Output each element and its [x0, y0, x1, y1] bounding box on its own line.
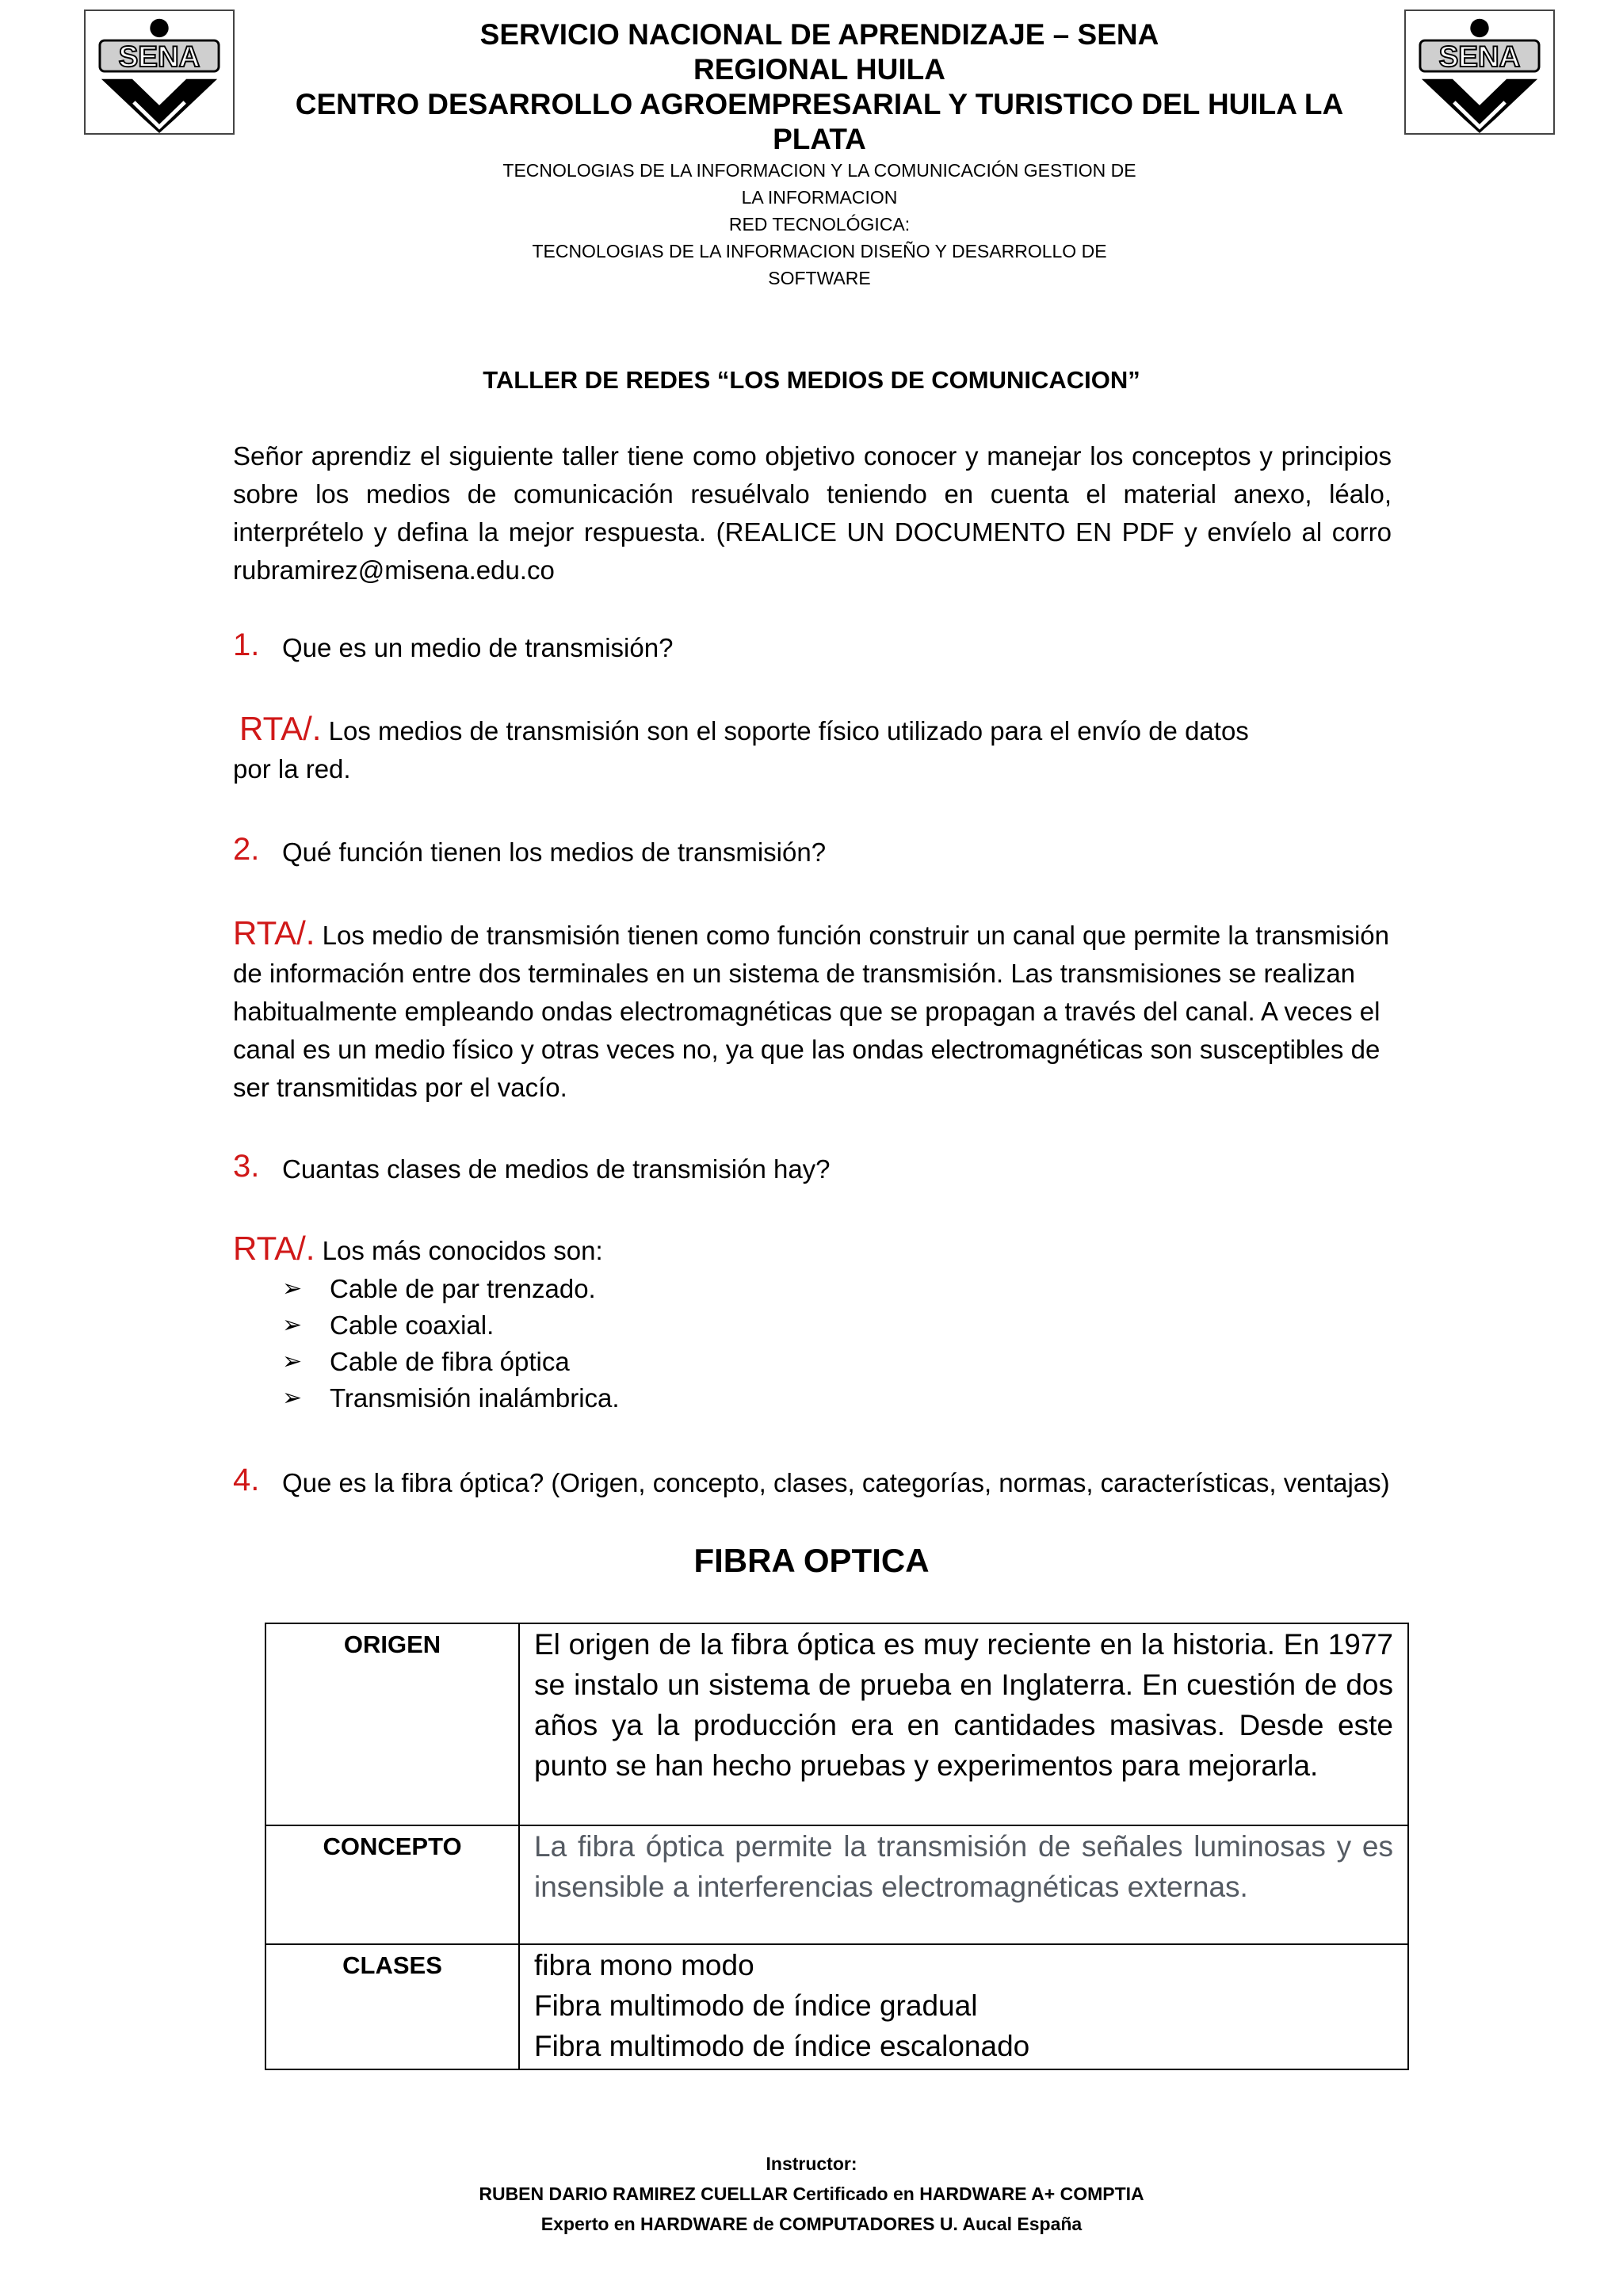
header-subtitle-line: TECNOLOGIAS DE LA INFORMACION Y LA COMUNICACIÓN GESTION DE	[502, 160, 1136, 181]
table-row	[265, 1944, 1408, 2069]
question-text: Cuantas clases de medios de transmisión hay?	[282, 1154, 831, 1184]
header-subtitle-line: LA INFORMACION	[741, 187, 898, 208]
question-number: 3.	[233, 1149, 260, 1184]
list-item: ➢ Cable de fibra óptica	[282, 1344, 620, 1380]
intro-paragraph: Señor aprendiz el siguiente taller tiene como objetivo conocer y manejar los conceptos y principios sobre los medios de comunicación resuélvalo teniendo en cuenta el material anexo, léalo, interprételo y defina la mejor respuesta. (REALICE UN DOCUMENTO EN PDF y envíelo al corro rubramirez@misena.edu.co	[233, 441, 1392, 585]
question-number: 1.	[233, 627, 260, 662]
row-label: ORIGEN	[265, 1623, 519, 1825]
header-title-line: SERVICIO NACIONAL DE APRENDIZAJE – SENA	[479, 18, 1159, 51]
header-title-line: PLATA	[773, 123, 866, 155]
document-title: TALLER DE REDES “LOS MEDIOS DE COMUNICACION”	[483, 366, 1140, 394]
sena-logo-right	[1404, 10, 1555, 135]
answer-2	[233, 914, 1392, 1107]
question-2	[233, 830, 1392, 870]
answer-text: Los más conocidos son:	[315, 1236, 603, 1265]
question-text: Qué función tienen los medios de transmisión?	[282, 837, 827, 867]
answer-text: Los medios de transmisión son el soporte físico utilizado para el envío de datos	[321, 716, 1249, 746]
answer-label: RTA/.	[233, 914, 315, 952]
header-subtitle-line: SOFTWARE	[768, 268, 871, 288]
answer-text: Los medio de transmisión tienen como función construir un canal que permite la transmisión de información entre dos terminales en un sistema de transmisión. Las transmisiones se realizan habitualmente empleando ondas electromagnéticas que se propagan a través del canal. A veces el canal es un medio físico y otras veces no, ya que las ondas electromagnéticas son susceptibles de ser transmitidas por el vacío.	[233, 921, 1389, 1102]
sena-logo-left	[84, 10, 235, 135]
arrow-bullet-icon: ➢	[282, 1385, 303, 1411]
clases-item: Fibra multimodo de índice escalonado	[534, 2030, 1030, 2062]
footer-line: Instructor:	[766, 2153, 857, 2174]
header-title-line: REGIONAL HUILA	[693, 53, 945, 86]
answer-label: RTA/.	[233, 1230, 315, 1267]
answer-3	[233, 1230, 1392, 1270]
clases-item: Fibra multimodo de índice gradual	[534, 1989, 978, 2022]
list-item: ➢ Cable de par trenzado.	[282, 1271, 620, 1307]
fibra-table	[265, 1623, 1409, 2070]
footer-line: Experto en HARDWARE de COMPUTADORES U. Aucal España	[540, 2214, 1083, 2234]
footer	[0, 2149, 1623, 2239]
table-row	[265, 1623, 1408, 1825]
question-3	[233, 1147, 1392, 1187]
header-subtitle-line: RED TECNOLÓGICA:	[728, 214, 911, 235]
footer-line: RUBEN DARIO RAMIREZ CUELLAR Certificado en HARDWARE A+ COMPTIA	[479, 2183, 1144, 2204]
header-title-line: CENTRO DESARROLLO AGROEMPRESARIAL Y TURISTICO DEL HUILA LA	[295, 88, 1344, 120]
row-content: La fibra óptica permite la transmisión de señales luminosas y es insensible a interferencias electromagnéticas externas.	[519, 1825, 1408, 1944]
answer-1	[233, 710, 1392, 788]
question-4	[233, 1461, 1392, 1502]
question-text: Que es un medio de transmisión?	[282, 633, 674, 662]
header-title-block	[238, 17, 1401, 157]
sena-logo-icon	[86, 11, 233, 133]
svg-text:SENA: SENA	[1438, 40, 1521, 74]
list-item: ➢ Transmisión inalámbrica.	[282, 1380, 620, 1417]
sena-logo-icon	[1406, 11, 1553, 133]
answer-label: RTA/.	[239, 710, 322, 747]
arrow-bullet-icon: ➢	[282, 1276, 303, 1302]
row-content: El origen de la fibra óptica es muy reciente en la historia. En 1977 se instalo un sistema de prueba en Inglaterra. En cuestión de dos años ya la producción era en cantidades masivas. Desde este punto se han hecho pruebas y experimentos para mejorarla.	[519, 1623, 1408, 1825]
arrow-bullet-icon: ➢	[282, 1348, 303, 1375]
question-number: 4.	[233, 1463, 260, 1497]
svg-text:SENA: SENA	[118, 40, 200, 74]
arrow-bullet-icon: ➢	[282, 1312, 303, 1338]
header-subtitle-line: TECNOLOGIAS DE LA INFORMACION DISEÑO Y DESARROLLO DE	[532, 241, 1107, 261]
question-1	[233, 626, 1392, 666]
clases-item: fibra mono modo	[534, 1949, 754, 1981]
section-title: FIBRA OPTICA	[693, 1542, 930, 1579]
table-row	[265, 1825, 1408, 1944]
row-label: CLASES	[265, 1944, 519, 2069]
media-list	[282, 1271, 620, 1417]
header-subtitle-block	[238, 157, 1401, 292]
question-number: 2.	[233, 832, 260, 867]
answer-text: por la red.	[233, 754, 351, 784]
list-item: ➢ Cable coaxial.	[282, 1307, 620, 1344]
question-text: Que es la fibra óptica? (Origen, concepto, clases, categorías, normas, características, ventajas)	[282, 1468, 1390, 1497]
row-content	[519, 1944, 1408, 2069]
row-label: CONCEPTO	[265, 1825, 519, 1944]
